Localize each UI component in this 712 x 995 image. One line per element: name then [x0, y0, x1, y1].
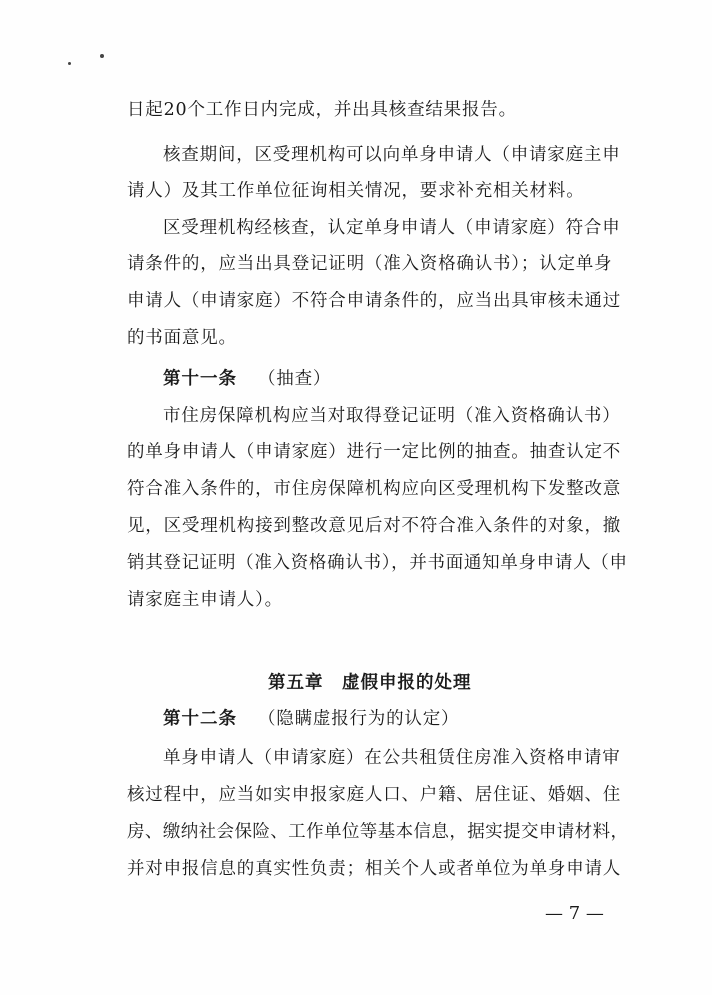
text-line-content: 并对申报信息的真实性负责；相关个人或者单位为单身申请人 — [127, 859, 622, 879]
text-line-content: 日起20个工作日内完成，并出具核查结果报告。 — [127, 100, 517, 120]
text-line-content: 的单身申请人（申请家庭）进行一定比例的抽查。抽查认定不 — [127, 442, 622, 462]
text-line-content: 请家庭主申请人）。 — [127, 590, 283, 610]
text-line-content: 核过程中，应当如实申报家庭人口、户籍、居住证、婚姻、住 — [127, 785, 622, 805]
text-line-content: 市住房保障机构应当对取得登记证明（准入资格确认书） — [163, 406, 621, 426]
text-line-content: 单身申请人（申请家庭）在公共租赁住房准入资格申请审 — [163, 748, 621, 768]
scan-speck — [68, 62, 71, 65]
text-line-content: 房、缴纳社会保险、工作单位等基本信息，据实提交申请材料， — [127, 822, 629, 842]
text-line-content: 见，区受理机构接到整改意见后对不符合准入条件的对象，撤 — [127, 516, 622, 536]
text-line-content: 请人）及其工作单位征询相关情况，要求补充相关材料。 — [127, 181, 585, 201]
text-line-content: 区受理机构经核查，认定单身申请人（申请家庭）符合申 — [163, 218, 621, 238]
article-title: 第十一条 — [163, 369, 237, 389]
text-line-content: 核查期间，区受理机构可以向单身申请人（申请家庭主申 — [163, 145, 621, 165]
text-line-content: 销其登记证明（准入资格确认书），并书面通知单身申请人（申 — [127, 553, 628, 573]
text-line-content: 符合准入条件的，市住房保障机构应向区受理机构下发整改意 — [127, 479, 622, 499]
text-line-content: 请条件的，应当出具登记证明（准入资格确认书）；认定单身 — [127, 254, 613, 274]
chapter-heading: 第五章 虚假申报的处理 — [268, 673, 472, 693]
text-line-content: 申请人（申请家庭）不符合申请条件的，应当出具审核未通过 — [127, 291, 622, 311]
text-line-content: 的书面意见。 — [127, 328, 237, 348]
article-title: 第十二条 — [163, 709, 237, 729]
article-subject: （抽查） — [258, 369, 332, 389]
page-number: — 7 — — [545, 903, 604, 924]
article-subject: （隐瞒虚报行为的认定） — [258, 709, 460, 729]
scan-speck — [100, 54, 104, 58]
